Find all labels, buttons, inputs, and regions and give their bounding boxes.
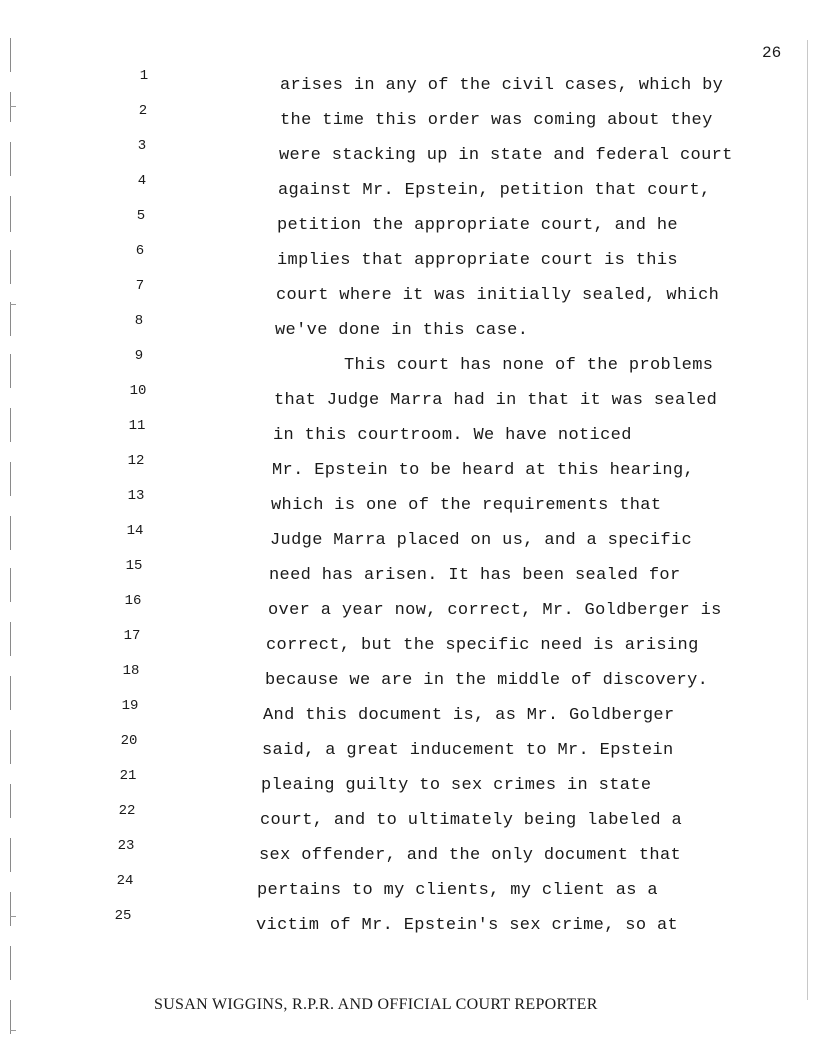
binder-edge-tick (10, 1030, 16, 1031)
transcript-line (0, 593, 817, 620)
line-text: arises in any of the civil cases, which by (280, 76, 724, 95)
binder-edge-tick (10, 304, 16, 305)
line-number: 4 (137, 173, 147, 189)
line-text: need has arisen. It has been sealed for (269, 566, 681, 585)
court-reporter-footer: SUSAN WIGGINS, R.P.R. AND OFFICIAL COURT REPORTER (154, 996, 598, 1013)
line-text: against Mr. Epstein, petition that court, (278, 181, 711, 200)
line-number: 5 (136, 208, 146, 224)
line-text: This court has none of the problems (344, 356, 714, 375)
line-number: 22 (118, 803, 136, 819)
line-text: pleaing guilty to sex crimes in state (261, 776, 652, 795)
line-text: court, and to ultimately being labeled a (260, 811, 683, 830)
transcript-line (0, 523, 817, 550)
transcript-line (0, 908, 817, 935)
transcript-line (0, 733, 817, 760)
line-text: because we are in the middle of discovery. (265, 671, 709, 690)
line-number: 25 (114, 908, 132, 924)
line-number: 13 (127, 488, 145, 504)
transcript-line (0, 768, 817, 795)
transcript-line (0, 838, 817, 865)
line-text: said, a great inducement to Mr. Epstein (262, 741, 674, 760)
binder-edge-mark (10, 1000, 15, 1034)
line-number: 12 (127, 453, 145, 469)
transcript-line (0, 628, 817, 655)
transcript-line (0, 313, 817, 340)
line-number: 8 (134, 313, 144, 329)
transcript-line (0, 278, 817, 305)
line-number: 20 (120, 733, 138, 749)
transcript-line (0, 243, 817, 270)
line-number: 24 (116, 873, 134, 889)
line-text: in this courtroom. We have noticed (273, 426, 632, 445)
line-text: that Judge Marra had in that it was sealed (274, 391, 718, 410)
line-number: 11 (128, 418, 146, 434)
transcript-line (0, 873, 817, 900)
line-text: petition the appropriate court, and he (277, 216, 678, 235)
binder-edge-mark (10, 38, 15, 72)
line-text: Judge Marra placed on us, and a specific (270, 531, 693, 550)
transcript-line (0, 418, 817, 445)
line-text: victim of Mr. Epstein's sex crime, so at (256, 916, 679, 935)
line-number: 23 (117, 838, 135, 854)
line-number: 21 (119, 768, 137, 784)
line-text: we've done in this case. (275, 321, 529, 340)
transcript-line (0, 68, 817, 95)
transcript-line (0, 103, 817, 130)
transcript-line (0, 663, 817, 690)
line-text: correct, but the specific need is arising (266, 636, 699, 655)
line-number: 15 (125, 558, 143, 574)
transcript-line (0, 803, 817, 830)
line-number: 2 (138, 103, 148, 119)
line-number: 19 (121, 698, 139, 714)
line-number: 14 (126, 523, 144, 539)
line-number: 7 (135, 278, 145, 294)
page-number: 26 (762, 44, 782, 62)
binder-edge-mark (10, 946, 15, 980)
line-text: which is one of the requirements that (271, 496, 662, 515)
line-text: And this document is, as Mr. Goldberger (263, 706, 675, 725)
line-number: 3 (137, 138, 147, 154)
line-text: pertains to my clients, my client as a (257, 881, 658, 900)
line-number: 9 (134, 348, 144, 364)
line-number: 17 (123, 628, 141, 644)
line-number: 1 (139, 68, 149, 84)
line-text: court where it was initially sealed, which (276, 286, 720, 305)
transcript-line (0, 208, 817, 235)
transcript-line (0, 558, 817, 585)
line-number: 10 (129, 383, 147, 399)
line-text: implies that appropriate court is this (277, 251, 678, 270)
line-text: were stacking up in state and federal court (279, 146, 733, 165)
transcript-line (0, 698, 817, 725)
line-number: 18 (122, 663, 140, 679)
transcript-line (0, 348, 817, 375)
line-text: Mr. Epstein to be heard at this hearing, (272, 461, 695, 480)
transcript-line (0, 453, 817, 480)
line-number: 6 (135, 243, 145, 259)
line-text: sex offender, and the only document that (259, 846, 682, 865)
line-number: 16 (124, 593, 142, 609)
transcript-line (0, 383, 817, 410)
transcript-line (0, 138, 817, 165)
line-text: over a year now, correct, Mr. Goldberger is (268, 601, 722, 620)
transcript-line (0, 173, 817, 200)
line-text: the time this order was coming about they (280, 111, 713, 130)
transcript-line (0, 488, 817, 515)
